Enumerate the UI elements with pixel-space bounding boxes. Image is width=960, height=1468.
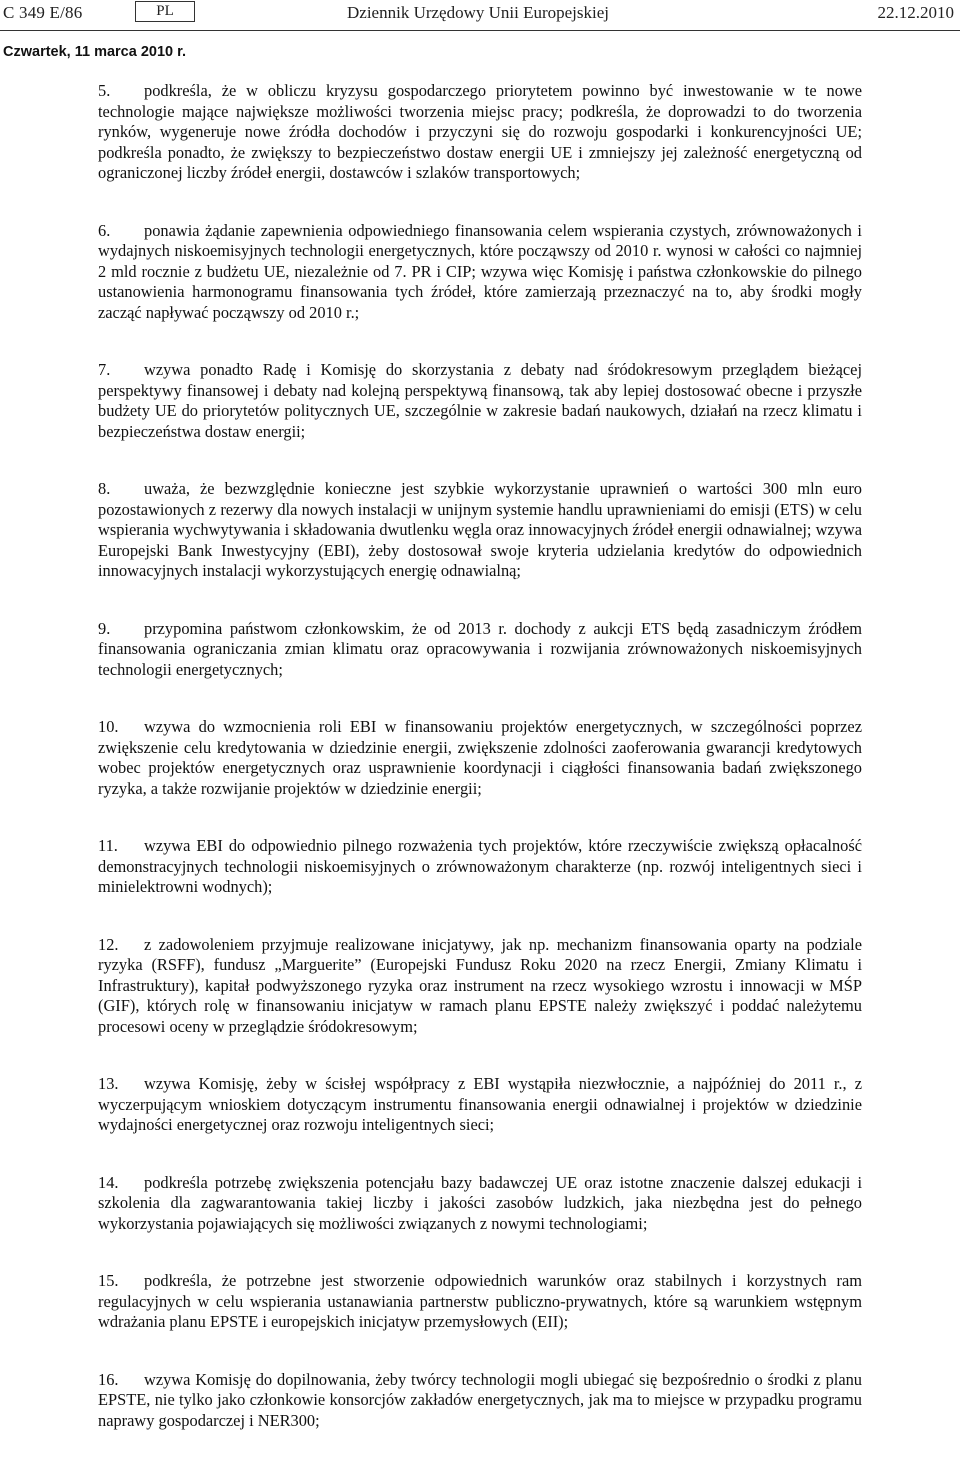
paragraph-15 — [98, 1271, 862, 1333]
sitting-date: Czwartek, 11 marca 2010 r. — [3, 44, 186, 60]
paragraph-text: wzywa do wzmocnienia roli EBI w finansowaniu projektów energetycznych, w szczególności poprzez zwiększenie celu kredytowania w dziedzinie energii, zwiększenie zdolności zaoferowania gwarancji kredytowych wobec projektów energetycznych oraz usprawnienie koordynacji i ciągłości finansowania badań zwiększonego ryzyka, a także rozwijanie projektów w dziedzinie energii; — [98, 717, 862, 798]
paragraph-16 — [98, 1370, 862, 1432]
paragraph-10 — [98, 717, 862, 799]
paragraph-14 — [98, 1173, 862, 1235]
journal-header — [0, 0, 960, 32]
paragraph-5 — [98, 81, 862, 184]
header-divider — [0, 30, 960, 31]
paragraph-11 — [98, 836, 862, 898]
paragraph-number: 10. — [98, 717, 119, 736]
resolution-text — [98, 81, 862, 1468]
paragraph-number: 7. — [98, 360, 111, 379]
paragraph-12 — [98, 935, 862, 1038]
paragraph-number: 5. — [98, 81, 111, 100]
paragraph-number: 13. — [98, 1074, 119, 1093]
paragraph-6 — [98, 221, 862, 324]
language-code-box: PL — [135, 1, 195, 22]
paragraph-7 — [98, 360, 862, 442]
journal-reference: C 349 E/86 — [3, 3, 83, 22]
paragraph-number: 9. — [98, 618, 111, 638]
paragraph-number: 12. — [98, 934, 119, 954]
paragraph-text: wzywa ponadto Radę i Komisję do skorzystania z debaty nad śródokresowym przeglądem bieżącej perspektywy finansowej i debaty nad kolejną perspektywą finansową, tak aby lepiej dostosować obecne i przyszłe budżety UE do priorytetów politycznych UE, szczególnie w zakresie badań naukowych, działań na rzecz klimatu i bezpieczeństwa dostaw energii; — [98, 360, 862, 441]
paragraph-text: podkreśla, że potrzebne jest stworzenie odpowiednich warunków oraz stabilnych i korzystnych ram regulacyjnych w celu wspierania ustanawiania partnerstw publiczno-prywatnych, które są warunkiem wstępnym wdrażania planu EPSTE i europejskich inicjatyw przemysłowych (EII); — [98, 1271, 862, 1331]
paragraph-text: wzywa Komisję, żeby w ścisłej współpracy z EBI wystąpiła niezwłocznie, a najpóźniej do 2011 r., z wyczerpującym wnioskiem dotyczącym instrumentu finansowania energii odnawialnej i projektów w dziedzinie wydajności energetycznej oraz rozwoju inteligentnych sieci; — [98, 1074, 862, 1134]
paragraph-text: wzywa EBI do odpowiednio pilnego rozważenia tych projektów, które rzeczywiście zwiększą opłacalność demonstracyjnych technologii niskoemisyjnych o zrównoważonym charakterze (np. rozwój inteligentnych sieci i minielektrowni wodnych); — [98, 836, 862, 896]
journal-title: Dziennik Urzędowy Unii Europejskiej — [347, 3, 610, 22]
paragraph-number: 8. — [98, 479, 111, 498]
paragraph-13 — [98, 1074, 862, 1136]
paragraph-text: przypomina państwom członkowskim, że od 2013 r. dochody z aukcji ETS będą zasadniczym źródłem finansowania ograniczania zmian klimatu oraz opracowywania i rozwijania zrównoważonych niskoemisyjnych technologii energetycznych; — [98, 618, 862, 679]
paragraph-number: 15. — [98, 1271, 119, 1290]
paragraph-number: 6. — [98, 220, 111, 240]
paragraph-text: wzywa Komisję do dopilnowania, żeby twórcy technologii mogli ubiegać się bezpośrednio o środki z planu EPSTE, nie tylko jako członkowie konsorcjów zakładów energetycznych, jak ma to miejsce w przypadku programu naprawy gospodarczej i NER300; — [98, 1369, 862, 1430]
paragraph-8 — [98, 479, 862, 582]
paragraph-text: z zadowoleniem przyjmuje realizowane inicjatywy, jak np. mechanizm finansowania oparty na podziale ryzyka (RSFF), fundusz „Marguerite” (Europejski Fundusz Roku 2020 na rzecz Energii, Zmiany Klimatu i Infrastruktury), kapitał podwyższonego ryzyka oraz instrument na rzecz wysokiego wzrostu i innowacji w MŚP (GIF), których rolę w finansowaniu inicjatyw w ramach planu EPSTE należy zwiększyć i poddać należytemu procesowi oceny w przeglądzie śródokresowym; — [98, 934, 862, 1036]
paragraph-text: ponawia żądanie zapewnienia odpowiedniego finansowania celem wspierania czystych, zrównoważonych i wydajnych niskoemisyjnych technologii energetycznych, które począwszy od 2010 r. wynosi w całości co najmniej 2 mld rocznie z budżetu UE, niezależnie od 7. PR i CIP; wzywa więc Komisję i państwa członkowskie do pilnego ustanowienia harmonogramu finansowania tych źródeł, które zamierzają przeznaczyć na to, aby środki mogły zacząć napływać począwszy od 2010 r.; — [98, 220, 862, 322]
paragraph-9 — [98, 619, 862, 681]
paragraph-number: 14. — [98, 1172, 119, 1192]
paragraph-number: 16. — [98, 1369, 119, 1389]
paragraph-text: podkreśla, że w obliczu kryzysu gospodarczego priorytetem powinno być inwestowanie w te nowe technologie mające największe możliwości tworzenia miejsc pracy; podkreśla, że doprowadzi to do tworzenia rynków, wygeneruje nowe źródła dochodów i przyczyni się do rozwoju gospodarki i konkurencyjności UE; podkreśla ponadto, że zwiększy to bezpieczeństwo dostaw energii UE i zmniejszy jej zależność energetyczną od ograniczonej liczby źródeł energii, dostawców i szlaków transportowych; — [98, 81, 862, 182]
paragraph-number: 11. — [98, 836, 118, 855]
paragraph-text: uważa, że bezwzględnie konieczne jest szybkie wykorzystanie uprawnień o wartości 300 mln euro pozostawionych z rezerwy dla nowych instalacji w unijnym systemie handlu uprawnieniami do emisji (ETS) w celu wspierania wychwytywania i składowania dwutlenku węgla oraz innowacyjnych źródeł energii odnawialnej; wzywa Europejski Bank Inwestycyjny (EBI), żeby dostosował swoje kryteria udzielania kredytów do odpowiednich innowacyjnych instalacji wykorzystujących energię odnawialną; — [98, 479, 862, 580]
paragraph-text: podkreśla potrzebę zwiększenia potencjału bazy badawczej UE oraz istotne znaczenie dalszej edukacji i szkolenia dla zagwarantowania takiej liczby i jakości zasobów ludzkich, jaka niezbędna jest do pełnego wykorzystania pojawiających się możliwości związanych z nowymi technologiami; — [98, 1172, 862, 1233]
publication-date: 22.12.2010 — [877, 3, 954, 22]
